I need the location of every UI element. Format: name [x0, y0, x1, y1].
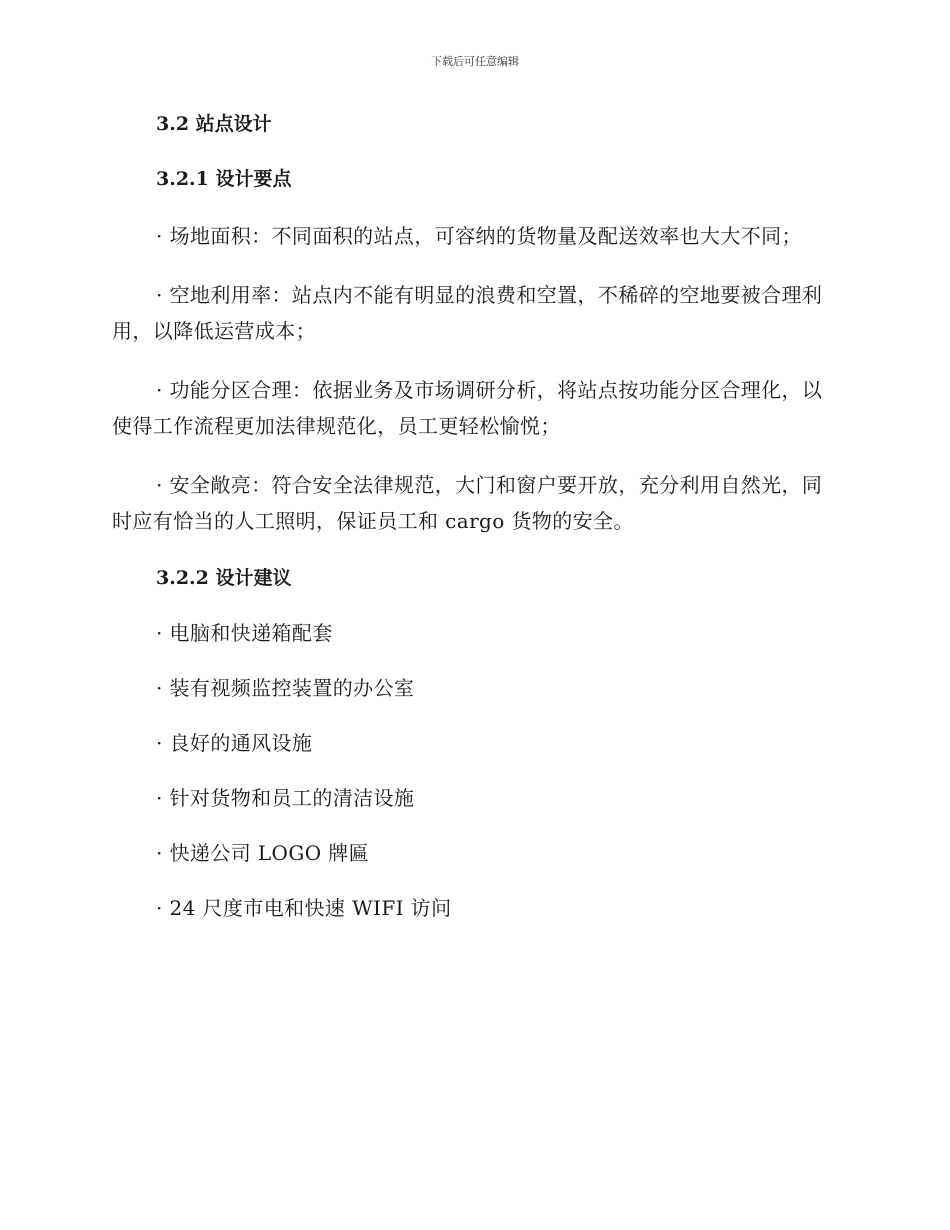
subsection-title-design-points: 3.2.1 设计要点	[156, 168, 292, 190]
section-title: 3.2 站点设计	[156, 113, 272, 135]
suggestion-item: · 针对货物和员工的清洁设施	[156, 786, 415, 810]
suggestion-item: · 快递公司 LOGO 牌匾	[156, 841, 370, 865]
suggestion-item: · 良好的通风设施	[156, 731, 313, 755]
suggestion-item: · 电脑和快递箱配套	[156, 621, 333, 645]
design-point-safety-lighting: · 安全敞亮：符合安全法律规范，大门和窗户要开放，充分利用自然光，同时应有恰当的人工照明，保证员工和 cargo 货物的安全。	[112, 473, 823, 533]
suggestion-item: · 装有视频监控装置的办公室	[156, 676, 415, 700]
design-point-site-area: · 场地面积：不同面积的站点，可容纳的货物量及配送效率也大大不同；	[156, 224, 802, 248]
design-point-functional-zoning: · 功能分区合理：依据业务及市场调研分析，将站点按功能分区合理化，以使得工作流程更加法律规范化，员工更轻松愉悦；	[112, 378, 823, 438]
suggestion-item: · 24 尺度市电和快速 WIFI 访问	[156, 896, 452, 920]
page-header: 下载后可任意编辑	[431, 55, 519, 68]
design-point-space-utilization: · 空地利用率：站点内不能有明显的浪费和空置，不稀碎的空地要被合理利用，以降低运营成本；	[112, 283, 823, 343]
subsection-title-design-suggestions: 3.2.2 设计建议	[156, 567, 292, 589]
document-body	[112, 108, 824, 947]
